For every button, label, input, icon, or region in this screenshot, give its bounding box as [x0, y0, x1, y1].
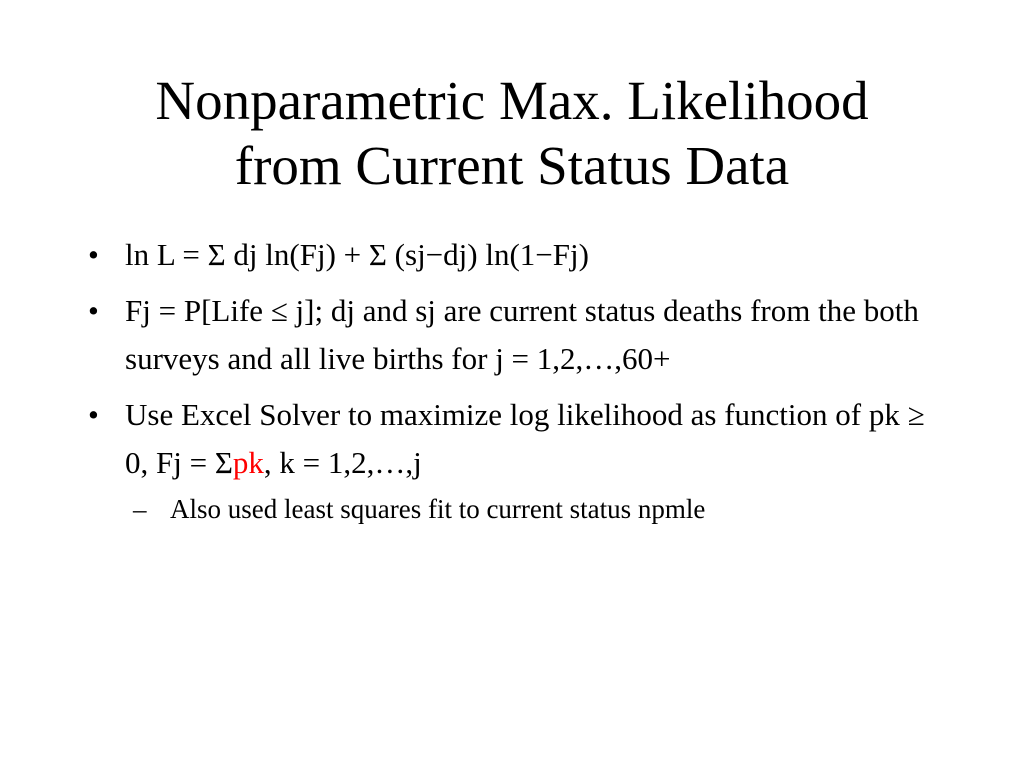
- bullet-dot-icon: •: [88, 237, 99, 272]
- slide-title: [60, 68, 964, 198]
- sub-bullet-least-squares: [133, 489, 938, 529]
- bullet-definition: [88, 287, 938, 383]
- bullet-excel-solver: [88, 391, 938, 487]
- bullet-text-before: Use Excel Solver to maximize log likelihood as function of pk ≥ 0, Fj = Σ: [125, 397, 925, 480]
- slide-title-line-2: from Current Status Data: [234, 135, 790, 196]
- bullet-text-after: , k = 1,2,…,j: [263, 445, 422, 480]
- bullet-text: Fj = P[Life ≤ j]; dj and sj are current status deaths from the both surveys and all live births for j = 1,2,…,60+: [125, 293, 919, 376]
- bullet-log-likelihood: [88, 231, 938, 279]
- sub-bullet-dash-icon: –: [133, 494, 147, 524]
- bullet-text: ln L = Σ dj ln(Fj) + Σ (sj−dj) ln(1−Fj): [125, 237, 589, 272]
- bullet-dot-icon: •: [88, 293, 99, 328]
- sub-bullet-text: Also used least squares fit to current status npmle: [170, 494, 706, 524]
- slide-title-line-1: Nonparametric Max. Likelihood: [155, 70, 869, 131]
- highlighted-pk: pk: [232, 445, 264, 480]
- bullet-list: [88, 231, 938, 529]
- bullet-dot-icon: •: [88, 397, 99, 432]
